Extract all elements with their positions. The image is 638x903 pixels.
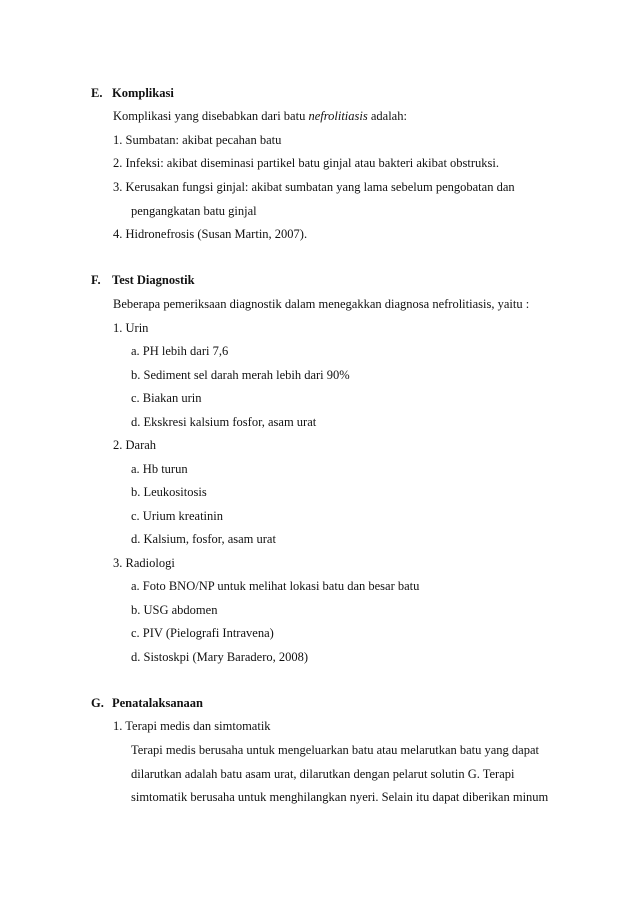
section-letter: G. [91, 696, 104, 710]
test-group-urin: 1. Urin [113, 321, 149, 335]
list-item: 4. Hidronefrosis (Susan Martin, 2007). [113, 227, 308, 241]
sub-heading: 1. Terapi medis dan simtomatik [113, 719, 271, 733]
section-title: Komplikasi [112, 86, 174, 100]
list-item: b. Sediment sel darah merah lebih dari 90% [131, 368, 350, 382]
list-item: 1. Sumbatan: akibat pecahan batu [113, 133, 282, 147]
list-item: a. Foto BNO/NP untuk melihat lokasi batu dan besar batu [131, 579, 420, 593]
section-f-heading [91, 272, 195, 288]
komplikasi-intro: Komplikasi yang disebabkan dari batu nefrolitiasis adalah: [113, 109, 407, 123]
test-intro: Beberapa pemeriksaan diagnostik dalam menegakkan diagnosa nefrolitiasis, yaitu : [113, 297, 530, 311]
test-group-radiologi: 3. Radiologi [113, 556, 175, 570]
section-g-heading [91, 695, 203, 711]
list-item: a. PH lebih dari 7,6 [131, 344, 229, 358]
list-item: 3. Kerusakan fungsi ginjal: akibat sumbatan yang lama sebelum pengobatan dan [113, 180, 515, 194]
section-title: Test Diagnostik [112, 273, 195, 287]
section-e-heading [91, 85, 174, 101]
test-group-darah: 2. Darah [113, 438, 157, 452]
list-item: a. Hb turun [131, 462, 188, 476]
section-letter: E. [91, 86, 103, 100]
list-item: c. Urium kreatinin [131, 509, 223, 523]
list-item: d. Sistoskpi (Mary Baradero, 2008) [131, 650, 309, 664]
list-item: 2. Infeksi: akibat diseminasi partikel batu ginjal atau bakteri akibat obstruksi. [113, 156, 500, 170]
list-item: b. USG abdomen [131, 603, 218, 617]
section-title: Penatalaksanaan [112, 696, 203, 710]
list-item: b. Leukositosis [131, 485, 207, 499]
list-item: d. Kalsium, fosfor, asam urat [131, 532, 276, 546]
list-item: c. Biakan urin [131, 391, 202, 405]
paragraph-line: Terapi medis berusaha untuk mengeluarkan batu atau melarutkan batu yang dapat [131, 743, 540, 757]
paragraph-line: simtomatik berusaha untuk menghilangkan nyeri. Selain itu dapat diberikan minum [131, 790, 549, 804]
list-item-continuation: pengangkatan batu ginjal [131, 204, 257, 218]
list-item: d. Ekskresi kalsium fosfor, asam urat [131, 415, 317, 429]
section-letter: F. [91, 273, 101, 287]
paragraph-line: dilarutkan adalah batu asam urat, dilarutkan dengan pelarut solutin G. Terapi [131, 767, 515, 781]
list-item: c. PIV (Pielografi Intravena) [131, 626, 274, 640]
